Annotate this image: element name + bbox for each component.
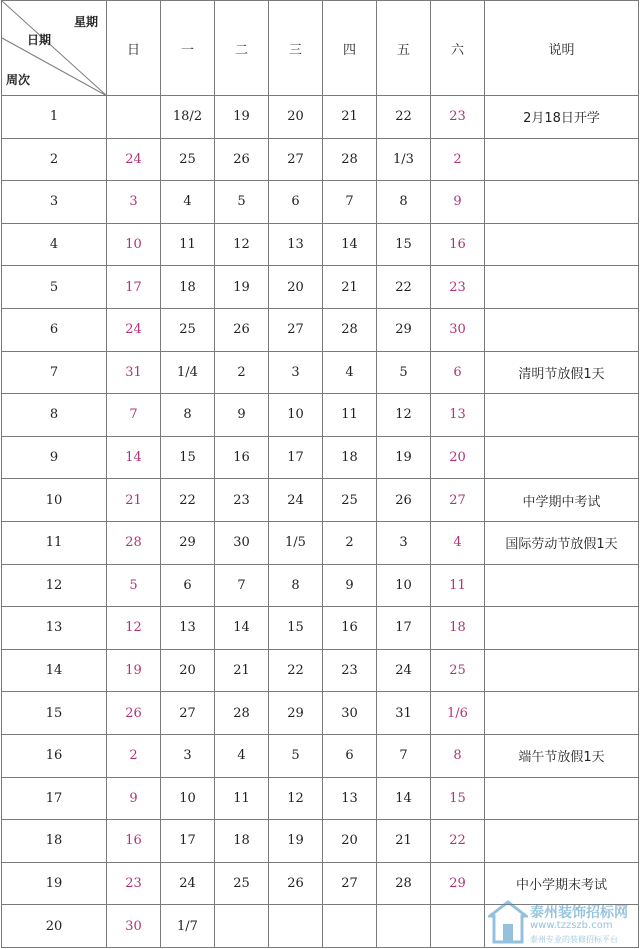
date-cell-fri: 5 (377, 351, 431, 394)
date-cell-sun: 19 (107, 649, 161, 692)
week-number-cell: 1 (2, 96, 107, 139)
date-cell-fri: 7 (377, 734, 431, 777)
note-cell: 清明节放假1天 (485, 351, 639, 394)
date-cell-tue: 19 (215, 96, 269, 139)
date-cell-thu: 30 (323, 692, 377, 735)
date-cell-sat: 23 (431, 266, 485, 309)
date-cell-thu: 6 (323, 734, 377, 777)
table-row (2, 692, 639, 735)
date-cell-fri: 12 (377, 394, 431, 437)
date-cell-sun: 9 (107, 777, 161, 820)
date-cell-wed: 6 (269, 181, 323, 224)
date-cell-thu: 28 (323, 138, 377, 181)
date-cell-tue: 7 (215, 564, 269, 607)
header-note: 说明 (485, 1, 639, 96)
note-cell (485, 820, 639, 863)
note-cell (485, 436, 639, 479)
date-cell-sun: 26 (107, 692, 161, 735)
date-cell-thu: 9 (323, 564, 377, 607)
date-cell-sat: 15 (431, 777, 485, 820)
date-cell-sat: 4 (431, 521, 485, 564)
date-cell-sat: 29 (431, 862, 485, 905)
date-cell-wed: 17 (269, 436, 323, 479)
date-cell-tue: 19 (215, 266, 269, 309)
date-cell-thu: 21 (323, 96, 377, 139)
table-row (2, 308, 639, 351)
date-cell-mon: 17 (161, 820, 215, 863)
date-cell-tue: 26 (215, 308, 269, 351)
date-cell-mon: 25 (161, 138, 215, 181)
date-cell-fri: 15 (377, 223, 431, 266)
date-cell-mon: 29 (161, 521, 215, 564)
table-row (2, 394, 639, 437)
date-cell-mon: 13 (161, 607, 215, 650)
week-number-cell: 14 (2, 649, 107, 692)
date-cell-tue (215, 905, 269, 948)
date-cell-tue: 5 (215, 181, 269, 224)
date-cell-sun: 14 (107, 436, 161, 479)
date-cell-sat: 16 (431, 223, 485, 266)
date-cell-wed: 12 (269, 777, 323, 820)
date-cell-sun: 30 (107, 905, 161, 948)
date-cell-wed: 20 (269, 96, 323, 139)
note-cell: 端午节放假1天 (485, 734, 639, 777)
date-cell-fri: 1/3 (377, 138, 431, 181)
date-cell-wed: 15 (269, 607, 323, 650)
date-cell-thu: 4 (323, 351, 377, 394)
header-day-mon: 一 (161, 1, 215, 96)
date-cell-thu: 7 (323, 181, 377, 224)
date-cell-sat: 30 (431, 308, 485, 351)
week-number-cell: 12 (2, 564, 107, 607)
date-cell-mon: 3 (161, 734, 215, 777)
date-cell-wed: 1/5 (269, 521, 323, 564)
date-cell-sat: 9 (431, 181, 485, 224)
date-cell-tue: 16 (215, 436, 269, 479)
date-cell-mon: 22 (161, 479, 215, 522)
date-cell-fri: 24 (377, 649, 431, 692)
date-cell-wed: 10 (269, 394, 323, 437)
week-number-cell: 10 (2, 479, 107, 522)
date-cell-sun: 24 (107, 308, 161, 351)
table-row (2, 777, 639, 820)
date-cell-tue: 25 (215, 862, 269, 905)
date-cell-sun: 28 (107, 521, 161, 564)
header-row (2, 1, 639, 96)
date-cell-mon: 1/4 (161, 351, 215, 394)
date-cell-fri: 22 (377, 266, 431, 309)
watermark-url: www.tzzszb.com (530, 920, 613, 931)
table-row (2, 521, 639, 564)
table-row (2, 607, 639, 650)
date-cell-wed: 22 (269, 649, 323, 692)
date-cell-mon: 24 (161, 862, 215, 905)
date-cell-tue: 2 (215, 351, 269, 394)
date-cell-mon: 4 (161, 181, 215, 224)
school-calendar-table (1, 0, 639, 948)
date-cell-thu (323, 905, 377, 948)
note-cell (485, 564, 639, 607)
date-cell-mon: 8 (161, 394, 215, 437)
date-cell-wed: 20 (269, 266, 323, 309)
date-cell-fri: 31 (377, 692, 431, 735)
table-row (2, 351, 639, 394)
note-cell: 中小学期末考试 (485, 862, 639, 905)
header-day-sat: 六 (431, 1, 485, 96)
header-day-thu: 四 (323, 1, 377, 96)
note-cell (485, 181, 639, 224)
date-cell-mon: 25 (161, 308, 215, 351)
date-cell-wed: 29 (269, 692, 323, 735)
date-cell-thu: 23 (323, 649, 377, 692)
date-cell-thu: 18 (323, 436, 377, 479)
note-cell (485, 905, 639, 948)
note-cell (485, 649, 639, 692)
date-cell-sun: 7 (107, 394, 161, 437)
header-day-tue: 二 (215, 1, 269, 96)
date-cell-wed (269, 905, 323, 948)
date-cell-sat: 20 (431, 436, 485, 479)
note-cell (485, 266, 639, 309)
date-cell-wed: 24 (269, 479, 323, 522)
date-cell-sat: 6 (431, 351, 485, 394)
note-cell (485, 308, 639, 351)
week-number-cell: 20 (2, 905, 107, 948)
date-cell-sat: 27 (431, 479, 485, 522)
date-cell-fri: 26 (377, 479, 431, 522)
date-cell-fri: 22 (377, 96, 431, 139)
date-cell-sat (431, 905, 485, 948)
date-cell-sun: 24 (107, 138, 161, 181)
week-number-cell: 2 (2, 138, 107, 181)
week-number-cell: 6 (2, 308, 107, 351)
corner-label-weekday: 星期 (74, 15, 99, 29)
note-cell (485, 607, 639, 650)
header-day-fri: 五 (377, 1, 431, 96)
date-cell-fri: 19 (377, 436, 431, 479)
date-cell-sat: 18 (431, 607, 485, 650)
date-cell-tue: 12 (215, 223, 269, 266)
date-cell-thu: 25 (323, 479, 377, 522)
date-cell-thu: 13 (323, 777, 377, 820)
date-cell-sat: 23 (431, 96, 485, 139)
date-cell-sun: 31 (107, 351, 161, 394)
date-cell-tue: 23 (215, 479, 269, 522)
date-cell-mon: 6 (161, 564, 215, 607)
date-cell-mon: 18 (161, 266, 215, 309)
note-cell (485, 394, 639, 437)
date-cell-mon: 27 (161, 692, 215, 735)
date-cell-thu: 2 (323, 521, 377, 564)
date-cell-wed: 3 (269, 351, 323, 394)
date-cell-fri: 8 (377, 181, 431, 224)
week-number-cell: 3 (2, 181, 107, 224)
date-cell-mon: 10 (161, 777, 215, 820)
week-number-cell: 19 (2, 862, 107, 905)
week-number-cell: 11 (2, 521, 107, 564)
date-cell-sat: 13 (431, 394, 485, 437)
date-cell-tue: 18 (215, 820, 269, 863)
table-row (2, 564, 639, 607)
date-cell-thu: 20 (323, 820, 377, 863)
date-cell-tue: 30 (215, 521, 269, 564)
corner-label-date: 日期 (27, 33, 52, 47)
date-cell-sat: 1/6 (431, 692, 485, 735)
date-cell-sun: 5 (107, 564, 161, 607)
date-cell-thu: 28 (323, 308, 377, 351)
table-row (2, 820, 639, 863)
week-number-cell: 15 (2, 692, 107, 735)
date-cell-wed: 13 (269, 223, 323, 266)
note-cell (485, 777, 639, 820)
date-cell-tue: 4 (215, 734, 269, 777)
table-row (2, 223, 639, 266)
date-cell-sun: 21 (107, 479, 161, 522)
note-cell: 2月18日开学 (485, 96, 639, 139)
note-cell (485, 223, 639, 266)
date-cell-wed: 26 (269, 862, 323, 905)
date-cell-thu: 16 (323, 607, 377, 650)
date-cell-sat: 11 (431, 564, 485, 607)
date-cell-sun: 17 (107, 266, 161, 309)
date-cell-thu: 21 (323, 266, 377, 309)
note-cell: 国际劳动节放假1天 (485, 521, 639, 564)
date-cell-fri: 21 (377, 820, 431, 863)
date-cell-wed: 19 (269, 820, 323, 863)
week-number-cell: 17 (2, 777, 107, 820)
date-cell-mon: 11 (161, 223, 215, 266)
week-number-cell: 13 (2, 607, 107, 650)
date-cell-sun: 23 (107, 862, 161, 905)
date-cell-wed: 5 (269, 734, 323, 777)
date-cell-sun: 10 (107, 223, 161, 266)
header-day-sun: 日 (107, 1, 161, 96)
table-row (2, 96, 639, 139)
date-cell-fri: 3 (377, 521, 431, 564)
date-cell-tue: 28 (215, 692, 269, 735)
date-cell-mon: 15 (161, 436, 215, 479)
date-cell-mon: 18/2 (161, 96, 215, 139)
date-cell-tue: 21 (215, 649, 269, 692)
table-row (2, 734, 639, 777)
header-day-wed: 三 (269, 1, 323, 96)
date-cell-sun: 3 (107, 181, 161, 224)
date-cell-thu: 11 (323, 394, 377, 437)
table-row (2, 266, 639, 309)
date-cell-fri: 10 (377, 564, 431, 607)
diagonal-corner-cell (2, 1, 107, 96)
date-cell-sun: 12 (107, 607, 161, 650)
date-cell-tue: 9 (215, 394, 269, 437)
table-row (2, 138, 639, 181)
date-cell-sun: 2 (107, 734, 161, 777)
date-cell-sat: 2 (431, 138, 485, 181)
date-cell-tue: 14 (215, 607, 269, 650)
week-number-cell: 9 (2, 436, 107, 479)
week-number-cell: 16 (2, 734, 107, 777)
date-cell-wed: 27 (269, 138, 323, 181)
week-number-cell: 7 (2, 351, 107, 394)
date-cell-tue: 26 (215, 138, 269, 181)
date-cell-fri: 29 (377, 308, 431, 351)
date-cell-mon: 1/7 (161, 905, 215, 948)
corner-label-week: 周次 (6, 73, 31, 87)
date-cell-thu: 14 (323, 223, 377, 266)
date-cell-sun: 16 (107, 820, 161, 863)
date-cell-wed: 27 (269, 308, 323, 351)
date-cell-sat: 25 (431, 649, 485, 692)
table-row (2, 905, 639, 948)
note-cell (485, 138, 639, 181)
table-row (2, 862, 639, 905)
date-cell-sat: 22 (431, 820, 485, 863)
date-cell-wed: 8 (269, 564, 323, 607)
date-cell-sun (107, 96, 161, 139)
watermark-slogan: 泰州专业的装修招标平台 (530, 935, 618, 944)
table-row (2, 649, 639, 692)
table-row (2, 181, 639, 224)
table-row (2, 479, 639, 522)
table-row (2, 436, 639, 479)
watermark-title: 泰州装饰招标网 (530, 905, 628, 921)
week-number-cell: 5 (2, 266, 107, 309)
note-cell: 中学期中考试 (485, 479, 639, 522)
date-cell-mon: 20 (161, 649, 215, 692)
note-cell (485, 692, 639, 735)
date-cell-fri: 17 (377, 607, 431, 650)
date-cell-fri: 28 (377, 862, 431, 905)
date-cell-thu: 27 (323, 862, 377, 905)
week-number-cell: 18 (2, 820, 107, 863)
date-cell-sat: 8 (431, 734, 485, 777)
date-cell-fri: 14 (377, 777, 431, 820)
date-cell-fri (377, 905, 431, 948)
week-number-cell: 8 (2, 394, 107, 437)
date-cell-tue: 11 (215, 777, 269, 820)
week-number-cell: 4 (2, 223, 107, 266)
